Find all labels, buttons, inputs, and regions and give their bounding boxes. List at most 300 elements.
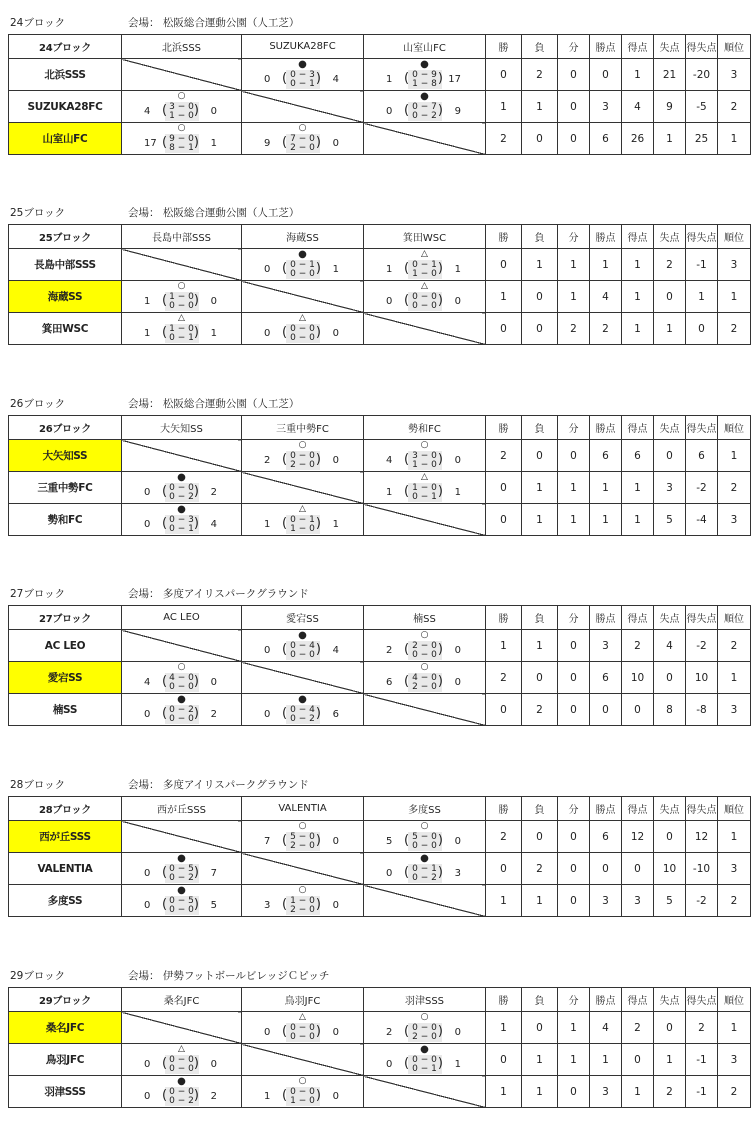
stat-header: 勝 xyxy=(486,606,522,630)
result-symbol: ○ xyxy=(177,662,186,672)
paren-close: ) xyxy=(193,484,199,499)
block-label: 28ブロック xyxy=(9,797,122,821)
own-score: 1 xyxy=(144,296,151,307)
stat-value: -1 xyxy=(686,249,718,281)
second-half-score: 0 − 0 xyxy=(290,650,315,660)
venue-label: 会場： xyxy=(128,588,160,600)
own-score: 0 xyxy=(144,487,151,498)
opponent-score: 1 xyxy=(210,328,217,339)
header-row xyxy=(9,797,751,821)
venue-info xyxy=(128,203,299,223)
team-row xyxy=(9,123,751,155)
opponent-header: VALENTIA xyxy=(242,797,364,821)
stat-value: 1 xyxy=(558,281,590,313)
own-score: 1 xyxy=(386,74,393,85)
stat-value: 2 xyxy=(718,472,751,504)
result-symbol: ○ xyxy=(420,821,429,831)
opponent-header: 鳥羽JFC xyxy=(242,988,364,1012)
match-cell xyxy=(364,1044,486,1076)
result-symbol: △ xyxy=(421,249,428,259)
opponent-score: 9 xyxy=(454,106,461,117)
paren-open: ( xyxy=(282,452,288,467)
header-row xyxy=(9,225,751,249)
opponent-score: 0 xyxy=(454,296,461,307)
paren-close: ) xyxy=(193,1056,199,1071)
stat-value: 0 xyxy=(486,249,522,281)
first-half-score: 0 − 0 xyxy=(290,324,315,334)
stat-header: 負 xyxy=(522,988,558,1012)
stat-header: 分 xyxy=(558,225,590,249)
stat-value: 1 xyxy=(654,123,686,155)
venue-label: 会場： xyxy=(128,779,160,791)
standings-table xyxy=(8,987,751,1108)
match-cell xyxy=(364,249,486,281)
stat-value: 3 xyxy=(718,249,751,281)
match-cell xyxy=(122,472,242,504)
second-half-score: 2 − 0 xyxy=(290,841,315,851)
stat-value: 26 xyxy=(622,123,654,155)
stat-value: 12 xyxy=(686,821,718,853)
match-cell xyxy=(364,821,486,853)
self-match-cell xyxy=(364,123,486,155)
opponent-score: 1 xyxy=(210,138,217,149)
stat-value: 10 xyxy=(686,662,718,694)
own-score: 7 xyxy=(264,836,271,847)
opponent-score: 0 xyxy=(454,455,461,466)
result-symbol: ● xyxy=(177,694,186,705)
paren-open: ( xyxy=(282,135,288,150)
team-row xyxy=(9,472,751,504)
paren-open: ( xyxy=(162,674,168,689)
stat-value: 5 xyxy=(654,504,686,536)
stat-value: 0 xyxy=(486,59,522,91)
paren-close: ) xyxy=(315,706,321,721)
paren-close: ) xyxy=(193,516,199,531)
second-half-score: 2 − 0 xyxy=(290,905,315,915)
stat-value: 0 xyxy=(522,123,558,155)
stat-header: 失点 xyxy=(654,797,686,821)
result-symbol: ● xyxy=(298,249,307,260)
stat-value: 4 xyxy=(622,91,654,123)
own-score: 17 xyxy=(144,138,157,149)
stat-value: -20 xyxy=(686,59,718,91)
self-match-cell xyxy=(364,313,486,345)
block-title: 24ブロック xyxy=(10,17,66,29)
paren-open: ( xyxy=(282,1088,288,1103)
stat-value: 3 xyxy=(590,1076,622,1108)
stat-value: 0 xyxy=(622,1044,654,1076)
match-cell xyxy=(242,249,364,281)
self-match-cell xyxy=(122,630,242,662)
block-label: 24ブロック xyxy=(9,35,122,59)
opponent-score: 0 xyxy=(454,1027,461,1038)
block-title: 28ブロック xyxy=(10,779,66,791)
stat-value: 3 xyxy=(718,504,751,536)
block-label: 26ブロック xyxy=(9,416,122,440)
match-cell xyxy=(364,59,486,91)
second-half-score: 2 − 0 xyxy=(412,682,437,692)
stat-value: 6 xyxy=(622,440,654,472)
second-half-score: 1 − 0 xyxy=(290,524,315,534)
result-symbol: ○ xyxy=(420,440,429,450)
stat-header: 失点 xyxy=(654,606,686,630)
stat-value: 5 xyxy=(654,885,686,917)
stat-value: 1 xyxy=(718,821,751,853)
stat-value: 0 xyxy=(654,1012,686,1044)
block-header xyxy=(8,13,750,33)
stat-value: 0 xyxy=(654,662,686,694)
stat-header: 分 xyxy=(558,35,590,59)
team-row xyxy=(9,313,751,345)
opponent-score: 1 xyxy=(332,264,339,275)
match-cell xyxy=(122,91,242,123)
paren-open: ( xyxy=(282,325,288,340)
stat-value: 1 xyxy=(522,1044,558,1076)
result-symbol: ○ xyxy=(298,1076,307,1086)
stat-header: 勝 xyxy=(486,988,522,1012)
first-half-score: 0 − 5 xyxy=(169,864,194,874)
own-score: 0 xyxy=(264,264,271,275)
stat-value: 10 xyxy=(654,853,686,885)
second-half-score: 0 − 2 xyxy=(412,873,437,883)
team-row xyxy=(9,91,751,123)
stat-value: 4 xyxy=(590,281,622,313)
team-name: 楠SS xyxy=(9,694,122,726)
block-header xyxy=(8,203,750,223)
first-half-score: 1 − 0 xyxy=(169,292,194,302)
own-score: 1 xyxy=(264,1091,271,1102)
opponent-header: 多度SS xyxy=(364,797,486,821)
standings-table xyxy=(8,224,751,345)
stat-value: 6 xyxy=(590,440,622,472)
first-half-score: 0 − 3 xyxy=(290,70,315,80)
stat-value: 0 xyxy=(486,504,522,536)
opponent-score: 0 xyxy=(332,1027,339,1038)
self-match-cell xyxy=(364,694,486,726)
result-symbol: ● xyxy=(298,694,307,705)
own-score: 0 xyxy=(264,709,271,720)
result-symbol: △ xyxy=(421,472,428,482)
stat-value: 2 xyxy=(522,59,558,91)
team-row xyxy=(9,853,751,885)
result-symbol: ○ xyxy=(177,91,186,101)
paren-open: ( xyxy=(162,293,168,308)
stat-value: 1 xyxy=(718,123,751,155)
stat-header: 得点 xyxy=(622,988,654,1012)
own-score: 0 xyxy=(264,1027,271,1038)
paren-open: ( xyxy=(282,833,288,848)
stat-value: 1 xyxy=(486,91,522,123)
paren-open: ( xyxy=(404,103,410,118)
paren-close: ) xyxy=(193,674,199,689)
team-row xyxy=(9,630,751,662)
opponent-score: 0 xyxy=(332,836,339,847)
block-label: 29ブロック xyxy=(9,988,122,1012)
stat-header: 順位 xyxy=(718,606,751,630)
own-score: 2 xyxy=(386,645,393,656)
paren-close: ) xyxy=(437,674,443,689)
paren-open: ( xyxy=(162,325,168,340)
stat-header: 勝点 xyxy=(590,416,622,440)
second-half-score: 0 − 2 xyxy=(290,714,315,724)
team-name: 鳥羽JFC xyxy=(9,1044,122,1076)
paren-open: ( xyxy=(162,135,168,150)
self-match-cell xyxy=(122,1012,242,1044)
stat-header: 勝 xyxy=(486,416,522,440)
paren-close: ) xyxy=(315,516,321,531)
own-score: 0 xyxy=(386,868,393,879)
block-header xyxy=(8,775,750,795)
self-match-cell xyxy=(242,472,364,504)
venue-info xyxy=(128,584,309,604)
self-match-cell xyxy=(364,885,486,917)
paren-close: ) xyxy=(315,1088,321,1103)
opponent-score: 1 xyxy=(454,1059,461,1070)
stat-header: 負 xyxy=(522,225,558,249)
team-row xyxy=(9,662,751,694)
first-half-score: 4 − 0 xyxy=(412,673,437,683)
second-half-score: 0 − 1 xyxy=(169,524,194,534)
stat-value: -2 xyxy=(686,472,718,504)
self-match-cell xyxy=(364,504,486,536)
header-row xyxy=(9,988,751,1012)
paren-close: ) xyxy=(437,833,443,848)
own-score: 0 xyxy=(144,709,151,720)
stat-value: 0 xyxy=(558,440,590,472)
match-cell xyxy=(364,662,486,694)
paren-close: ) xyxy=(193,135,199,150)
stat-value: 0 xyxy=(590,694,622,726)
stat-value: 2 xyxy=(622,1012,654,1044)
opponent-header: 楠SS xyxy=(364,606,486,630)
stat-header: 失点 xyxy=(654,988,686,1012)
stat-value: 1 xyxy=(622,504,654,536)
stat-header: 勝 xyxy=(486,225,522,249)
match-cell xyxy=(122,885,242,917)
stat-header: 順位 xyxy=(718,797,751,821)
paren-open: ( xyxy=(162,706,168,721)
paren-close: ) xyxy=(193,325,199,340)
match-cell xyxy=(242,59,364,91)
header-row xyxy=(9,416,751,440)
stat-value: 1 xyxy=(622,313,654,345)
paren-close: ) xyxy=(315,135,321,150)
team-row xyxy=(9,281,751,313)
stat-value: 3 xyxy=(590,885,622,917)
stat-value: 1 xyxy=(558,1012,590,1044)
paren-close: ) xyxy=(193,706,199,721)
venue-name: 松阪総合運動公園（人工芝） xyxy=(162,207,300,219)
match-cell xyxy=(242,440,364,472)
paren-close: ) xyxy=(315,642,321,657)
first-half-score: 1 − 0 xyxy=(412,483,437,493)
stat-value: 1 xyxy=(622,281,654,313)
team-name: 愛宕SS xyxy=(9,662,122,694)
first-half-score: 0 − 9 xyxy=(412,70,437,80)
paren-open: ( xyxy=(404,833,410,848)
stat-value: 0 xyxy=(558,694,590,726)
stat-value: 12 xyxy=(622,821,654,853)
paren-close: ) xyxy=(437,484,443,499)
paren-open: ( xyxy=(282,706,288,721)
own-score: 0 xyxy=(386,106,393,117)
standings-table xyxy=(8,415,751,536)
paren-open: ( xyxy=(162,103,168,118)
stat-header: 失点 xyxy=(654,225,686,249)
second-half-score: 0 − 0 xyxy=(169,301,194,311)
paren-close: ) xyxy=(437,642,443,657)
first-half-score: 7 − 0 xyxy=(290,134,315,144)
result-symbol: ○ xyxy=(420,1012,429,1022)
match-cell xyxy=(242,504,364,536)
stat-value: 0 xyxy=(486,313,522,345)
opponent-score: 0 xyxy=(332,900,339,911)
opponent-score: 0 xyxy=(332,138,339,149)
opponent-score: 17 xyxy=(448,74,461,85)
team-name: 箕田WSC xyxy=(9,313,122,345)
second-half-score: 2 − 0 xyxy=(412,1032,437,1042)
paren-open: ( xyxy=(282,642,288,657)
stat-value: 0 xyxy=(622,853,654,885)
second-half-score: 2 − 0 xyxy=(290,460,315,470)
block-header xyxy=(8,394,750,414)
team-name: SUZUKA28FC xyxy=(9,91,122,123)
team-row xyxy=(9,885,751,917)
stat-value: 2 xyxy=(686,1012,718,1044)
second-half-score: 0 − 0 xyxy=(169,1064,194,1074)
opponent-score: 7 xyxy=(210,868,217,879)
stat-value: 0 xyxy=(558,59,590,91)
paren-close: ) xyxy=(315,452,321,467)
paren-open: ( xyxy=(404,1056,410,1071)
paren-open: ( xyxy=(162,1088,168,1103)
stat-value: -2 xyxy=(686,885,718,917)
opponent-score: 0 xyxy=(454,677,461,688)
own-score: 0 xyxy=(144,868,151,879)
opponent-header: 山室山FC xyxy=(364,35,486,59)
match-cell xyxy=(122,1044,242,1076)
stat-value: 0 xyxy=(558,91,590,123)
team-row xyxy=(9,440,751,472)
paren-open: ( xyxy=(282,516,288,531)
stat-value: 1 xyxy=(590,504,622,536)
stat-header: 得失点 xyxy=(686,606,718,630)
match-cell xyxy=(242,630,364,662)
match-cell xyxy=(364,853,486,885)
first-half-score: 3 − 0 xyxy=(412,451,437,461)
stat-value: 0 xyxy=(486,472,522,504)
paren-open: ( xyxy=(282,897,288,912)
header-row xyxy=(9,606,751,630)
paren-open: ( xyxy=(404,484,410,499)
paren-open: ( xyxy=(404,642,410,657)
team-name: AC LEO xyxy=(9,630,122,662)
opponent-header: 海蔵SS xyxy=(242,225,364,249)
self-match-cell xyxy=(242,91,364,123)
stat-value: 0 xyxy=(558,853,590,885)
opponent-score: 1 xyxy=(454,264,461,275)
first-half-score: 0 − 0 xyxy=(412,1023,437,1033)
opponent-score: 2 xyxy=(210,1091,217,1102)
block-header xyxy=(8,584,750,604)
self-match-cell xyxy=(122,821,242,853)
stat-value: 1 xyxy=(522,1076,558,1108)
stat-header: 勝 xyxy=(486,35,522,59)
stat-value: 0 xyxy=(558,1076,590,1108)
paren-open: ( xyxy=(162,516,168,531)
paren-close: ) xyxy=(315,897,321,912)
stat-value: 1 xyxy=(486,281,522,313)
result-symbol: △ xyxy=(299,504,306,514)
self-match-cell xyxy=(242,662,364,694)
result-symbol: ○ xyxy=(298,123,307,133)
first-half-score: 0 − 1 xyxy=(290,260,315,270)
second-half-score: 0 − 2 xyxy=(169,492,194,502)
opponent-score: 5 xyxy=(210,900,217,911)
venue-info xyxy=(128,13,299,33)
match-cell xyxy=(364,630,486,662)
second-half-score: 0 − 0 xyxy=(290,1032,315,1042)
own-score: 0 xyxy=(264,328,271,339)
team-name: 羽津SSS xyxy=(9,1076,122,1108)
stat-value: 0 xyxy=(522,440,558,472)
stat-value: 1 xyxy=(718,440,751,472)
match-cell xyxy=(242,123,364,155)
own-score: 9 xyxy=(264,138,271,149)
stat-value: 0 xyxy=(686,313,718,345)
team-row xyxy=(9,1076,751,1108)
stat-value: 3 xyxy=(590,630,622,662)
paren-open: ( xyxy=(162,897,168,912)
team-row xyxy=(9,249,751,281)
stat-value: 2 xyxy=(486,123,522,155)
second-half-score: 0 − 1 xyxy=(169,333,194,343)
paren-close: ) xyxy=(437,261,443,276)
stat-header: 得点 xyxy=(622,797,654,821)
opponent-score: 0 xyxy=(210,677,217,688)
second-half-score: 1 − 0 xyxy=(169,111,194,121)
stat-header: 順位 xyxy=(718,416,751,440)
stat-header: 勝 xyxy=(486,797,522,821)
first-half-score: 4 − 0 xyxy=(169,673,194,683)
stat-header: 失点 xyxy=(654,35,686,59)
result-symbol: ● xyxy=(298,59,307,70)
result-symbol: ○ xyxy=(298,440,307,450)
stat-value: 1 xyxy=(718,1012,751,1044)
stat-value: -4 xyxy=(686,504,718,536)
stat-value: 1 xyxy=(686,281,718,313)
header-row xyxy=(9,35,751,59)
opponent-score: 0 xyxy=(454,836,461,847)
second-half-score: 2 − 0 xyxy=(290,143,315,153)
result-symbol: ● xyxy=(420,853,429,864)
paren-close: ) xyxy=(193,293,199,308)
stat-value: 1 xyxy=(486,885,522,917)
stat-value: 2 xyxy=(654,1076,686,1108)
own-score: 1 xyxy=(264,519,271,530)
stat-header: 分 xyxy=(558,606,590,630)
own-score: 6 xyxy=(386,677,393,688)
paren-open: ( xyxy=(404,674,410,689)
stat-value: 2 xyxy=(718,91,751,123)
opponent-header: 大矢知SS xyxy=(122,416,242,440)
match-cell xyxy=(242,821,364,853)
block-title: 27ブロック xyxy=(10,588,66,600)
stat-value: 2 xyxy=(718,1076,751,1108)
match-cell xyxy=(242,313,364,345)
stat-header: 得失点 xyxy=(686,797,718,821)
stat-value: 1 xyxy=(486,1012,522,1044)
